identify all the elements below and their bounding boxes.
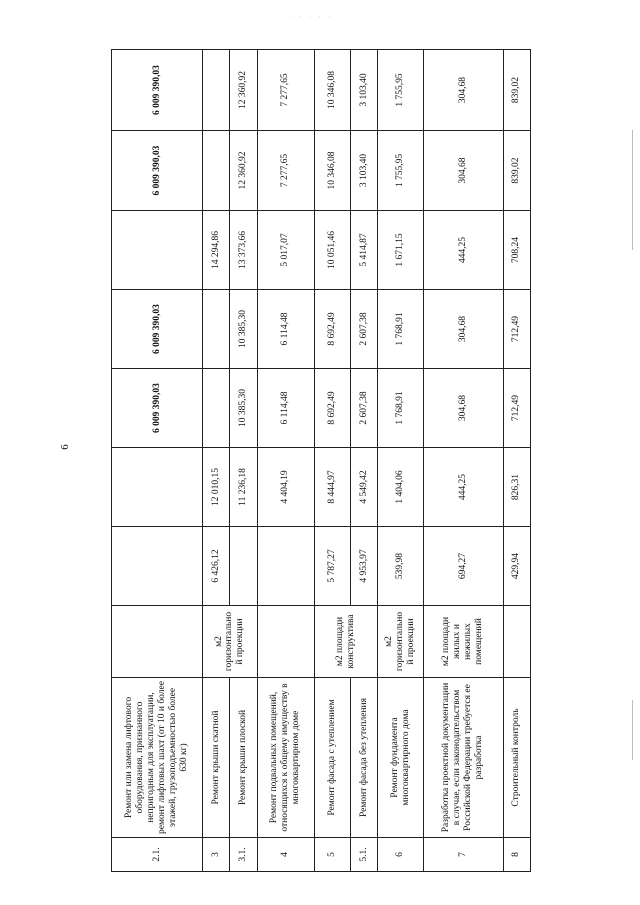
- row-number: 5.1.: [351, 838, 378, 872]
- unit-cell: м2 площади конструктива: [314, 606, 378, 678]
- value-cell: 4 404,19: [257, 448, 314, 527]
- value-cell: 11 236,18: [230, 448, 257, 527]
- value-cell: 539,98: [378, 527, 424, 606]
- row-number: 6: [378, 838, 424, 872]
- value-cell: [112, 448, 203, 527]
- value-cell: 5 414,87: [351, 211, 378, 290]
- value-cell: 10 346,08: [314, 131, 350, 211]
- row-number: 7: [423, 838, 503, 872]
- value-cell: [203, 290, 230, 369]
- value-cell: 6 114,48: [257, 369, 314, 448]
- value-cell: 6 009 390,03: [112, 369, 203, 448]
- value-cell: 5 787,27: [314, 527, 350, 606]
- value-cell: 4 953,97: [351, 527, 378, 606]
- unit-cell: м2 горизонтально й проекции: [203, 606, 258, 678]
- value-cell: 839,02: [503, 131, 530, 211]
- value-cell: [203, 131, 230, 211]
- scan-edge-line: [632, 700, 633, 760]
- value-cell: 429,94: [503, 527, 530, 606]
- value-cell: 12 010,15: [203, 448, 230, 527]
- table-row: [112, 50, 203, 872]
- row-number: 3.1.: [230, 838, 257, 872]
- value-cell: 826,31: [503, 448, 530, 527]
- table-row: [257, 50, 314, 872]
- value-cell: [112, 211, 203, 290]
- table-row: [378, 50, 424, 872]
- value-cell: 444,25: [423, 448, 503, 527]
- value-cell: 10 051,46: [314, 211, 350, 290]
- value-cell: 2 607,38: [351, 369, 378, 448]
- value-cell: [112, 527, 203, 606]
- scan-edge-line: [632, 130, 633, 250]
- cost-table: [111, 49, 531, 872]
- value-cell: 1 768,91: [378, 290, 424, 369]
- value-cell: 7 277,65: [257, 131, 314, 211]
- table-row: [503, 50, 530, 872]
- row-number: 8: [503, 838, 530, 872]
- value-cell: 6 009 390,03: [112, 50, 203, 131]
- row-number: 5: [314, 838, 350, 872]
- table-row: [423, 50, 503, 872]
- value-cell: 8 692,49: [314, 369, 350, 448]
- value-cell: 2 607,38: [351, 290, 378, 369]
- value-cell: 1 755,95: [378, 50, 424, 131]
- value-cell: 712,49: [503, 290, 530, 369]
- value-cell: 3 103,40: [351, 50, 378, 131]
- unit-cell: м2 горизонтально й проекции: [378, 606, 424, 678]
- unit-cell: м2 площади жилых и нежилых помещений: [423, 606, 503, 678]
- value-cell: 304,68: [423, 50, 503, 131]
- value-cell: [230, 527, 257, 606]
- value-cell: 304,68: [423, 290, 503, 369]
- value-cell: 6 009 390,03: [112, 131, 203, 211]
- work-name: Ремонт подвальных помещений, относящихся к общему имуществу в многоквартирном доме: [257, 678, 314, 838]
- unit-cell: [112, 606, 203, 678]
- work-name: Разработка проектной документации в случае, если законодательством Российской Федерации требуется ее разработка: [423, 678, 503, 838]
- value-cell: 1 671,15: [378, 211, 424, 290]
- value-cell: 7 277,65: [257, 50, 314, 131]
- table-row: [230, 50, 257, 872]
- value-cell: 6 114,48: [257, 290, 314, 369]
- table-row: [203, 50, 230, 872]
- rotated-table-sheet: [111, 50, 531, 872]
- value-cell: 712,49: [503, 369, 530, 448]
- table-row: [351, 50, 378, 872]
- work-name: Ремонт фасада с утеплением: [314, 678, 350, 838]
- value-cell: 5 017,07: [257, 211, 314, 290]
- work-name: Строительный контроль: [503, 678, 530, 838]
- row-number: 2.1.: [112, 838, 203, 872]
- value-cell: 8 692,49: [314, 290, 350, 369]
- value-cell: 12 360,92: [230, 131, 257, 211]
- value-cell: [257, 527, 314, 606]
- work-name: Ремонт или замена лифтового оборудования, признанного непригодным для эксплуатации, ремонт лифтовых шахт (от 10 и более этажей, грузоподъемностью более 630 кг): [112, 678, 203, 838]
- row-number: 3: [203, 838, 230, 872]
- value-cell: 10 385,30: [230, 369, 257, 448]
- value-cell: 1 755,95: [378, 131, 424, 211]
- value-cell: [203, 50, 230, 131]
- value-cell: 708,24: [503, 211, 530, 290]
- scan-artifact: · · · · ·: [290, 14, 333, 20]
- value-cell: 1 404,06: [378, 448, 424, 527]
- table-row: [314, 50, 350, 872]
- value-cell: 10 346,08: [314, 50, 350, 131]
- value-cell: 8 444,97: [314, 448, 350, 527]
- work-name: Ремонт крыши скатной: [203, 678, 230, 838]
- value-cell: 4 549,42: [351, 448, 378, 527]
- value-cell: 694,27: [423, 527, 503, 606]
- value-cell: 6 009 390,03: [112, 290, 203, 369]
- value-cell: [203, 369, 230, 448]
- value-cell: 304,68: [423, 131, 503, 211]
- unit-cell: [257, 606, 314, 678]
- work-name: Ремонт крыши плоской: [230, 678, 257, 838]
- page-number: 6: [58, 444, 71, 450]
- work-name: Ремонт фундамента многоквартирного дома: [378, 678, 424, 838]
- value-cell: 444,25: [423, 211, 503, 290]
- row-number: 4: [257, 838, 314, 872]
- value-cell: 13 373,66: [230, 211, 257, 290]
- value-cell: 3 103,40: [351, 131, 378, 211]
- value-cell: 14 294,86: [203, 211, 230, 290]
- value-cell: 304,68: [423, 369, 503, 448]
- work-name: Ремонт фасада без утепления: [351, 678, 378, 838]
- value-cell: 10 385,30: [230, 290, 257, 369]
- value-cell: 6 426,12: [203, 527, 230, 606]
- value-cell: 12 360,92: [230, 50, 257, 131]
- unit-cell: [503, 606, 530, 678]
- value-cell: 839,02: [503, 50, 530, 131]
- value-cell: 1 768,91: [378, 369, 424, 448]
